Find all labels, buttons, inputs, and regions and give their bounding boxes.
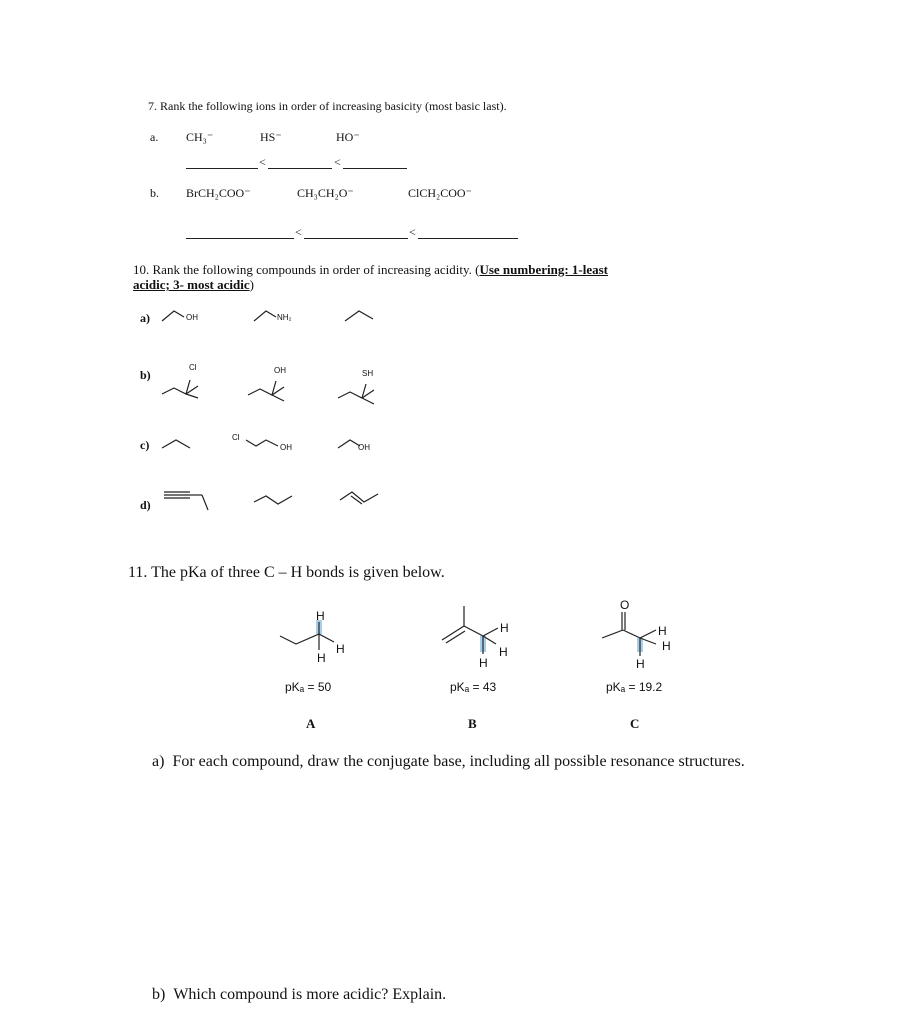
q11b-pka: pKₐ = 43 — [450, 680, 497, 694]
q11b-letter: B — [468, 716, 477, 731]
q7-text: 7. Rank the following ions in order of increasing basicity (most basic last). — [148, 99, 507, 113]
q10c-structure-1 — [160, 434, 200, 454]
q10b-group-3: SH — [362, 369, 374, 378]
q7a-sep-1: < — [259, 155, 266, 169]
q7b-label: b. — [150, 186, 159, 200]
q11c-atom-h-bottom: H — [636, 657, 645, 671]
q7a-label: a. — [150, 130, 159, 144]
q7b-sep-1: < — [295, 225, 302, 239]
q10-row-c-label: c) — [140, 438, 150, 452]
q7a-ion-2: HS⁻ — [260, 130, 282, 144]
q7a-ion-1: CH₃⁻ — [186, 130, 214, 144]
q11-text: 11. The pKa of three C – H bonds is given below. — [128, 564, 445, 581]
q11a-atom-h-right: H — [336, 642, 345, 656]
q7b-sep-2: < — [409, 225, 416, 239]
q11-part-a: a) For each compound, draw the conjugate base, including all possible resonance structures. — [152, 753, 745, 770]
q10-row-d-label: d) — [140, 498, 151, 512]
q11c-pka: pKₐ = 19.2 — [606, 680, 663, 694]
q7a-ion-3: HO⁻ — [336, 130, 360, 144]
q10a-group-1: OH — [186, 313, 198, 322]
q7a-blank-3[interactable] — [343, 168, 407, 169]
q11a-letter: A — [306, 716, 316, 731]
q10c-group-cl: Cl — [232, 433, 240, 442]
q7a-blank-2[interactable] — [268, 168, 332, 169]
q7b-ion-2: CH₃CH₂O⁻ — [297, 186, 354, 200]
q11a-atom-h-bottom: H — [317, 651, 326, 665]
q11c-atom-o: O — [620, 598, 630, 612]
q7b-blank-3[interactable] — [418, 238, 518, 239]
q10c-group-oh-2: OH — [358, 443, 370, 452]
q7b-blank-2[interactable] — [304, 238, 408, 239]
q10-row-b-label: b) — [140, 368, 151, 382]
q10-text-line1: 10. Rank the following compounds in order of increasing acidity. (Use numbering: 1-least — [133, 262, 609, 277]
q11a-pka: pKₐ = 50 — [285, 680, 332, 694]
q11b-atom-h-right: H — [499, 645, 508, 659]
q10b-group-2: OH — [274, 366, 286, 375]
q7a-blank-1[interactable] — [186, 168, 258, 169]
q10c-structure-3 — [336, 434, 376, 454]
q10d-alkane — [252, 492, 302, 512]
q10-row-a-label: a) — [140, 311, 150, 325]
q11-part-b: b) Which compound is more acidic? Explain. — [152, 986, 447, 1003]
q11b-atom-h-top: H — [500, 621, 509, 635]
q10a-structure-3 — [343, 305, 383, 325]
q11a-atom-h-top: H — [316, 609, 325, 623]
q10d-alkene — [338, 488, 388, 512]
q10b-structure-2 — [246, 375, 306, 405]
q10-text-line2: acidic; 3- most acidic) — [133, 277, 254, 292]
q7b-ion-1: BrCH₂COO⁻ — [186, 186, 251, 200]
q10a-group-2: NH₂ — [277, 313, 292, 322]
q11b-atom-h-bottom: H — [479, 656, 488, 670]
q11c-atom-h-right: H — [662, 639, 671, 653]
q10d-alkyne — [162, 488, 222, 518]
q10b-structure-3 — [336, 378, 396, 408]
q7a-sep-2: < — [334, 155, 341, 169]
q7b-blank-1[interactable] — [186, 238, 294, 239]
q11c-letter: C — [630, 716, 640, 731]
q10c-group-oh-1: OH — [280, 443, 292, 452]
q10b-structure-1 — [160, 370, 220, 400]
q11c-atom-h-top: H — [658, 624, 667, 638]
q7b-ion-3: ClCH₂COO⁻ — [408, 186, 472, 200]
q10b-group-1: Cl — [189, 363, 197, 372]
